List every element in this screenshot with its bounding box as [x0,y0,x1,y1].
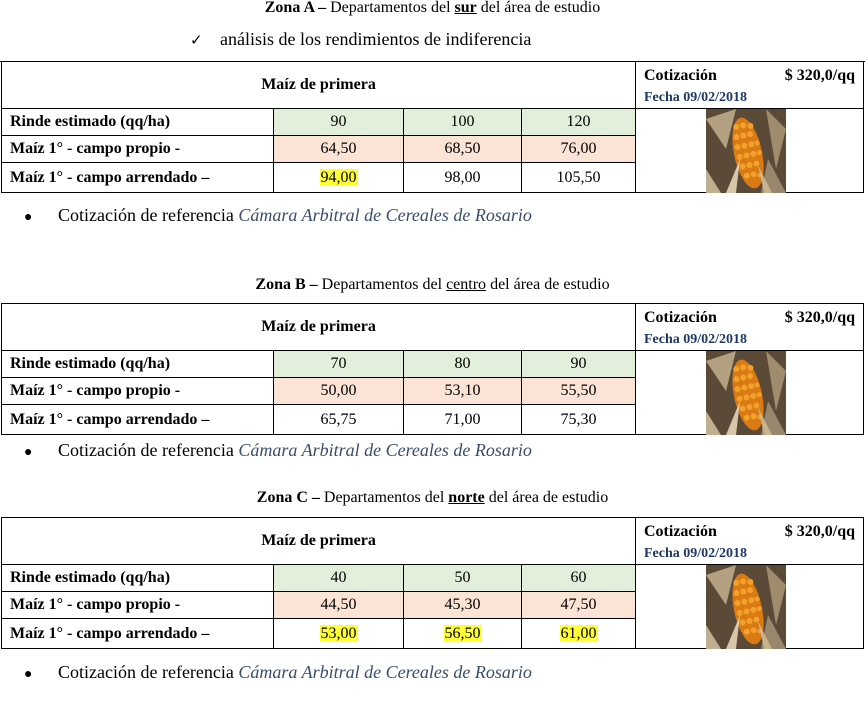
arrendado-cell: 61,00 [522,619,636,649]
reference-text: Cotización de referencia [58,440,234,460]
propio-cell: 64,50 [274,136,404,163]
analysis-note [190,28,531,51]
arrendado-cell: 98,00 [404,163,522,193]
checkmark-icon: ✓ [190,31,203,49]
arrendado-cell: 71,00 [404,405,522,435]
zona-c-title-pre: Departamentos del [323,489,445,506]
cotizacion-value: $ 320,0/qq [784,523,855,540]
cotizacion-date: Fecha 09/02/2018 [644,546,748,561]
corn-photo-cell [636,109,864,193]
row-label: Maíz 1° - campo arrendado – [2,163,274,193]
cotizacion-value: $ 320,0/qq [784,67,855,84]
bullet-dot: ● [24,667,33,682]
product-header: Maíz de primera [2,62,636,109]
zona-c-title-post: del área de estudio [488,489,609,506]
zona-b-title-pre: Departamentos del [321,276,443,293]
yield-cell: 100 [404,109,522,136]
propio-cell: 47,50 [522,592,636,619]
reference-note [24,203,532,230]
zona-c-label: Zona C – [256,489,320,506]
zona-a-table [1,61,864,193]
arrendado-cell: 65,75 [274,405,404,435]
bullet-dot: ● [24,210,33,225]
bullet-dot: ● [24,445,33,460]
cotizacion-cell [636,304,864,351]
corn-cob-photo [706,109,786,193]
row-label: Maíz 1° - campo arrendado – [2,619,274,649]
propio-cell: 55,50 [522,378,636,405]
reference-text: Cotización de referencia [58,662,234,682]
row-label: Rinde estimado (qq/ha) [2,351,274,378]
propio-cell: 53,10 [404,378,522,405]
reference-text: Cotización de referencia [58,205,234,225]
analysis-note-text: análisis de los rendimientos de indiferencia [220,29,532,49]
arrendado-cell: 94,00 [274,163,404,193]
zona-b-label: Zona B – [255,276,318,293]
yield-cell: 40 [274,565,404,592]
product-header: Maíz de primera [2,304,636,351]
propio-cell: 45,30 [404,592,522,619]
zona-a-title-pre: Departamentos del [330,0,451,16]
reference-source: Cámara Arbitral de Cereales de Rosario [238,440,532,460]
row-label: Rinde estimado (qq/ha) [2,565,274,592]
zona-b-title [0,275,865,295]
arrendado-cell: 53,00 [274,619,404,649]
corn-cob-photo [706,351,786,435]
propio-cell: 50,00 [274,378,404,405]
reference-note [24,660,532,687]
cotizacion-date: Fecha 09/02/2018 [644,90,748,105]
row-label: Maíz 1° - campo arrendado – [2,405,274,435]
cotizacion-label: Cotización [644,523,717,540]
zona-a-title-post: del área de estudio [480,0,601,16]
zona-a-title [0,0,865,18]
zona-b-keyword: centro [446,276,487,293]
yield-cell: 90 [274,109,404,136]
cotizacion-label: Cotización [644,309,717,326]
arrendado-cell: 75,30 [522,405,636,435]
cotizacion-cell [636,518,864,565]
yield-cell: 70 [274,351,404,378]
yield-cell: 80 [404,351,522,378]
cotizacion-date: Fecha 09/02/2018 [644,332,748,347]
row-label: Maíz 1° - campo propio - [2,592,274,619]
row-label: Rinde estimado (qq/ha) [2,109,274,136]
zona-c-title [0,488,865,508]
corn-cob-photo [706,565,786,649]
reference-note [24,438,532,465]
cotizacion-cell [636,62,864,109]
zona-b-title-post: del área de estudio [490,276,610,293]
yield-cell: 50 [404,565,522,592]
arrendado-cell: 56,50 [404,619,522,649]
zona-a-keyword: sur [454,0,477,16]
row-label: Maíz 1° - campo propio - [2,136,274,163]
propio-cell: 68,50 [404,136,522,163]
propio-cell: 76,00 [522,136,636,163]
zona-c-table [1,517,864,649]
cotizacion-label: Cotización [644,67,717,84]
reference-source: Cámara Arbitral de Cereales de Rosario [238,205,532,225]
propio-cell: 44,50 [274,592,404,619]
reference-source: Cámara Arbitral de Cereales de Rosario [238,662,532,682]
zona-c-keyword: norte [448,489,485,506]
corn-photo-cell [636,565,864,649]
row-label: Maíz 1° - campo propio - [2,378,274,405]
arrendado-cell: 105,50 [522,163,636,193]
corn-photo-cell [636,351,864,435]
zona-a-label: Zona A – [264,0,327,16]
yield-cell: 90 [522,351,636,378]
yield-cell: 60 [522,565,636,592]
yield-cell: 120 [522,109,636,136]
cotizacion-value: $ 320,0/qq [784,309,855,326]
zona-b-table [1,303,864,435]
product-header: Maíz de primera [2,518,636,565]
